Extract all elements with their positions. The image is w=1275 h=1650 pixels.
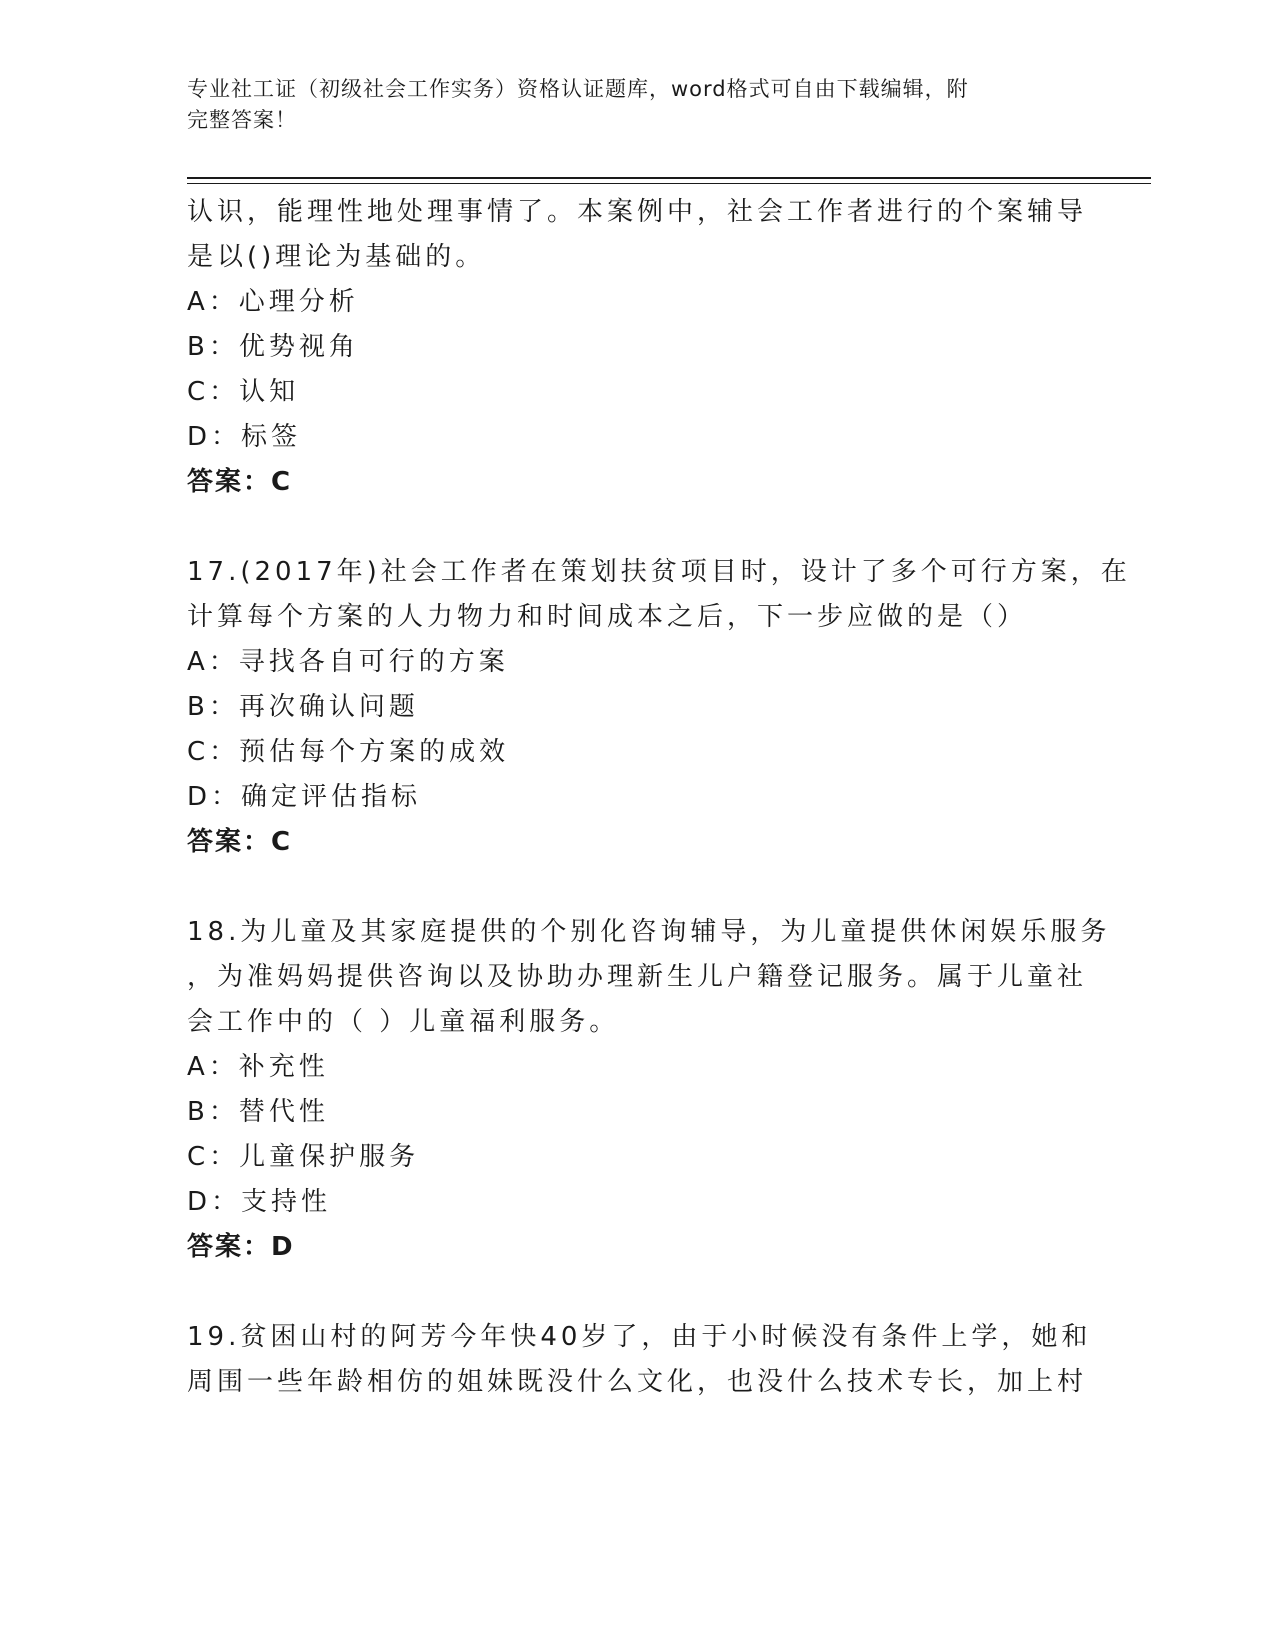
- question-text-line: 认识，能理性地处理事情了。本案例中，社会工作者进行的个案辅导: [187, 197, 1088, 227]
- spacer: [187, 1270, 1087, 1315]
- option-d: D：支持性: [187, 1187, 332, 1217]
- answer: 答案：D: [187, 1232, 295, 1262]
- question-text-line: 17.(2017年)社会工作者在策划扶贫项目时，设计了多个可行方案，在: [187, 557, 1131, 587]
- question-text-line: 是以()理论为基础的。: [187, 242, 486, 272]
- question-19: [187, 1315, 1092, 1405]
- question-16: [187, 190, 1087, 505]
- option-b: B：替代性: [187, 1097, 329, 1127]
- question-17: [187, 550, 1131, 865]
- option-c: C：预估每个方案的成效: [187, 737, 510, 767]
- header-line-2: 完整答案！: [187, 108, 297, 132]
- option-c: C：认知: [187, 377, 300, 407]
- document-header: [187, 74, 1067, 136]
- option-d: D：标签: [187, 422, 302, 452]
- header-rule-thick: [187, 177, 1151, 179]
- question-text-line: 计算每个方案的人力物力和时间成本之后，下一步应做的是（）: [187, 602, 1028, 632]
- option-b: B：再次确认问题: [187, 692, 419, 722]
- spacer: [187, 505, 1087, 550]
- answer: 答案：C: [187, 827, 293, 857]
- option-d: D：确定评估指标: [187, 782, 422, 812]
- question-18: [187, 910, 1111, 1270]
- option-b: B：优势视角: [187, 332, 359, 362]
- question-text-line: 18.为儿童及其家庭提供的个别化咨询辅导，为儿童提供休闲娱乐服务: [187, 917, 1111, 947]
- question-text-line: ，为准妈妈提供咨询以及协助办理新生儿户籍登记服务。属于儿童社: [187, 962, 1088, 992]
- header-line-1: 专业社工证（初级社会工作实务）资格认证题库，word格式可自由下载编辑，附: [187, 77, 969, 101]
- answer: 答案：C: [187, 467, 293, 497]
- option-a: A：寻找各自可行的方案: [187, 647, 509, 677]
- document-body: [187, 190, 1131, 1405]
- question-text-line: 会工作中的（ ）儿童福利服务。: [187, 1007, 620, 1037]
- option-c: C：儿童保护服务: [187, 1142, 420, 1172]
- option-a: A：补充性: [187, 1052, 329, 1082]
- question-text-line: 19.贫困山村的阿芳今年快40岁了，由于小时候没有条件上学，她和: [187, 1322, 1092, 1352]
- spacer: [187, 865, 1087, 910]
- question-text-line: 周围一些年龄相仿的姐妹既没什么文化，也没什么技术专长，加上村: [187, 1367, 1088, 1397]
- header-rule-thin: [187, 183, 1151, 184]
- option-a: A：心理分析: [187, 287, 359, 317]
